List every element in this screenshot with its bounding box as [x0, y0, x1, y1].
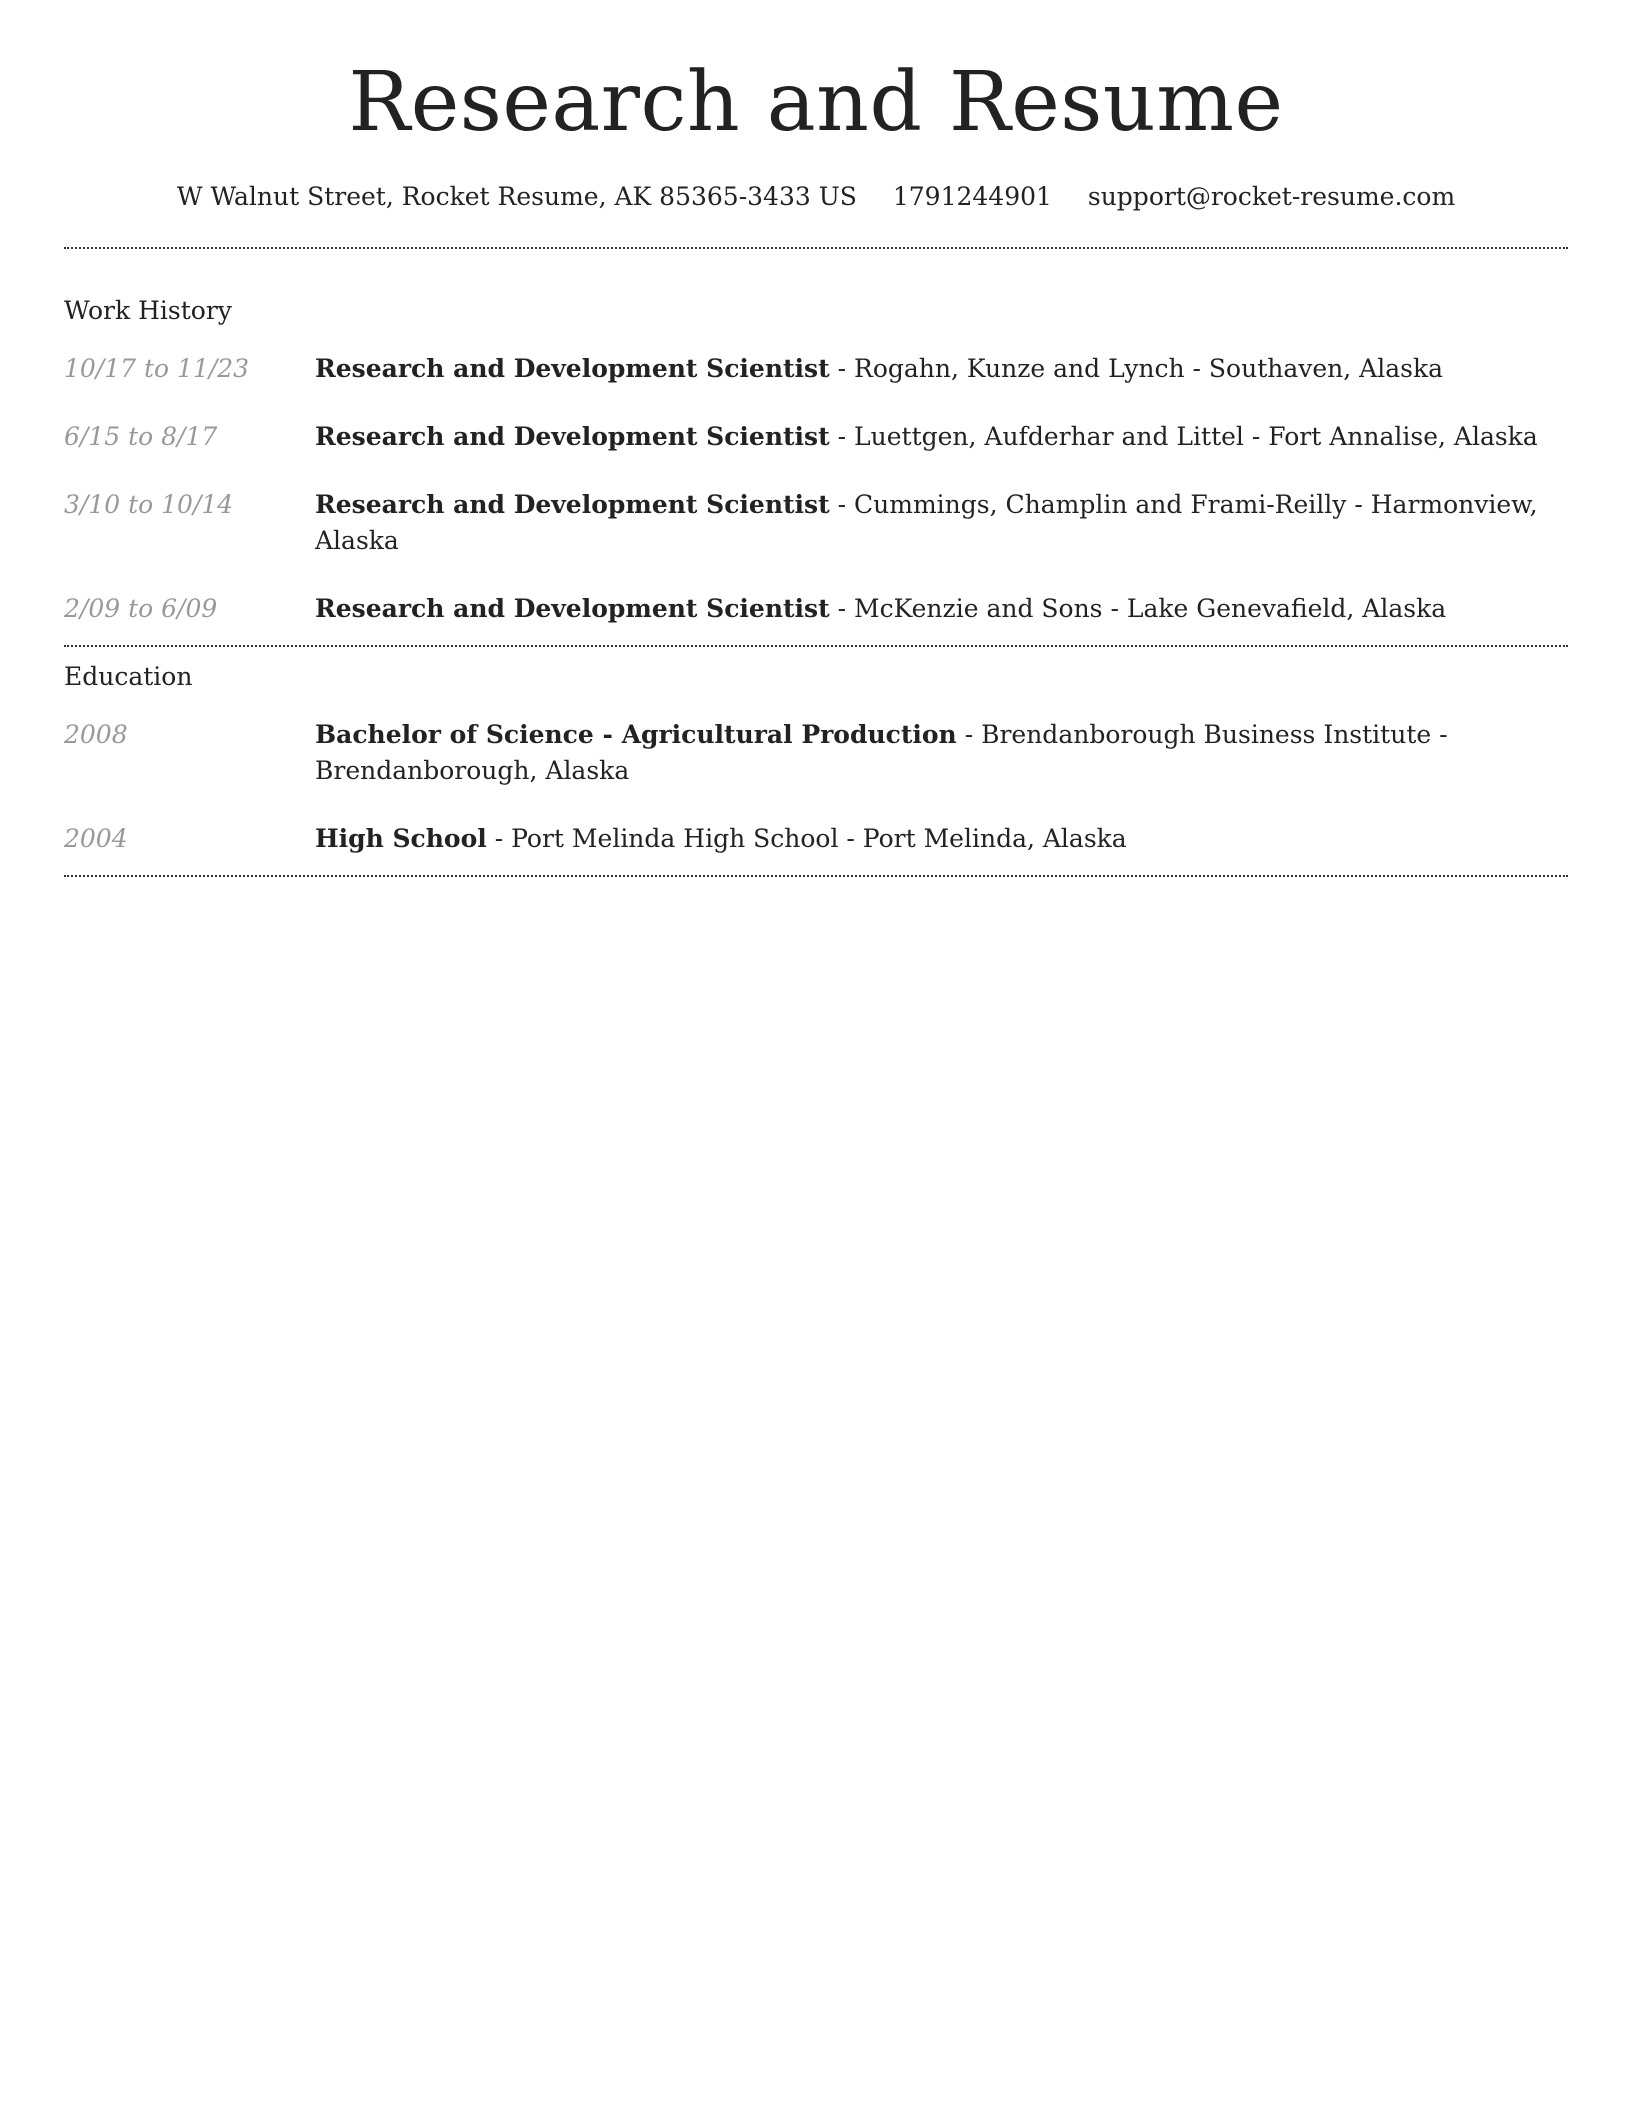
- education-entry-detail: - Port Melinda High School - Port Melinda, Alaska: [486, 824, 1127, 853]
- work-entry: [64, 419, 1568, 455]
- work-history-section: [64, 294, 1568, 627]
- education-entry-degree: Bachelor of Science - Agricultural Production: [315, 720, 957, 749]
- work-entry-description: [315, 351, 1568, 387]
- education-entry-date: 2004: [64, 824, 128, 853]
- work-entry: [64, 591, 1568, 627]
- work-entry-date: 6/15 to 8/17: [64, 422, 218, 451]
- education-title: Education: [64, 662, 193, 691]
- work-entry-description: [315, 419, 1568, 455]
- education-entry-description: [315, 821, 1568, 857]
- contact-line: [64, 180, 1568, 214]
- education-entry: [64, 717, 1568, 789]
- work-entry-role: Research and Development Scientist: [315, 422, 830, 451]
- education-entry-description: [315, 717, 1568, 789]
- work-history-title: Work History: [64, 296, 232, 325]
- education-entry-date: 2008: [64, 720, 128, 749]
- work-entry-detail: - Cummings, Champlin and Frami-Reilly - Harmonview, Alaska: [315, 490, 1538, 555]
- work-entry-role: Research and Development Scientist: [315, 490, 830, 519]
- work-entry-description: [315, 487, 1568, 559]
- work-entry-detail: - Rogahn, Kunze and Lynch - Southaven, Alaska: [829, 354, 1444, 383]
- work-entry-detail: - Luettgen, Aufderhar and Littel - Fort Annalise, Alaska: [829, 422, 1538, 451]
- work-entry-detail: - McKenzie and Sons - Lake Genevafield, Alaska: [829, 594, 1447, 623]
- education-entry-detail: - Brendanborough Business Institute - Brendanborough, Alaska: [315, 720, 1448, 785]
- contact-email: support@rocket-resume.com: [1087, 182, 1456, 211]
- work-entry-role: Research and Development Scientist: [315, 354, 830, 383]
- work-entry-role: Research and Development Scientist: [315, 594, 830, 623]
- footer-divider: [64, 875, 1568, 877]
- section-divider: [64, 645, 1568, 647]
- contact-phone: 1791244901: [892, 182, 1052, 211]
- header-divider: [64, 247, 1568, 249]
- education-section: [64, 660, 1568, 857]
- resume-name-heading: Research and Resume: [348, 55, 1284, 150]
- work-entry-description: [315, 591, 1568, 627]
- work-entry: [64, 351, 1568, 387]
- work-entry-date: 10/17 to 11/23: [64, 354, 250, 383]
- education-entry: [64, 821, 1568, 857]
- work-entry-date: 2/09 to 6/09: [64, 594, 218, 623]
- work-entry-date: 3/10 to 10/14: [64, 490, 234, 519]
- education-entry-degree: High School: [315, 824, 487, 853]
- work-entry: [64, 487, 1568, 559]
- contact-address: W Walnut Street, Rocket Resume, AK 85365-3433 US: [176, 182, 857, 211]
